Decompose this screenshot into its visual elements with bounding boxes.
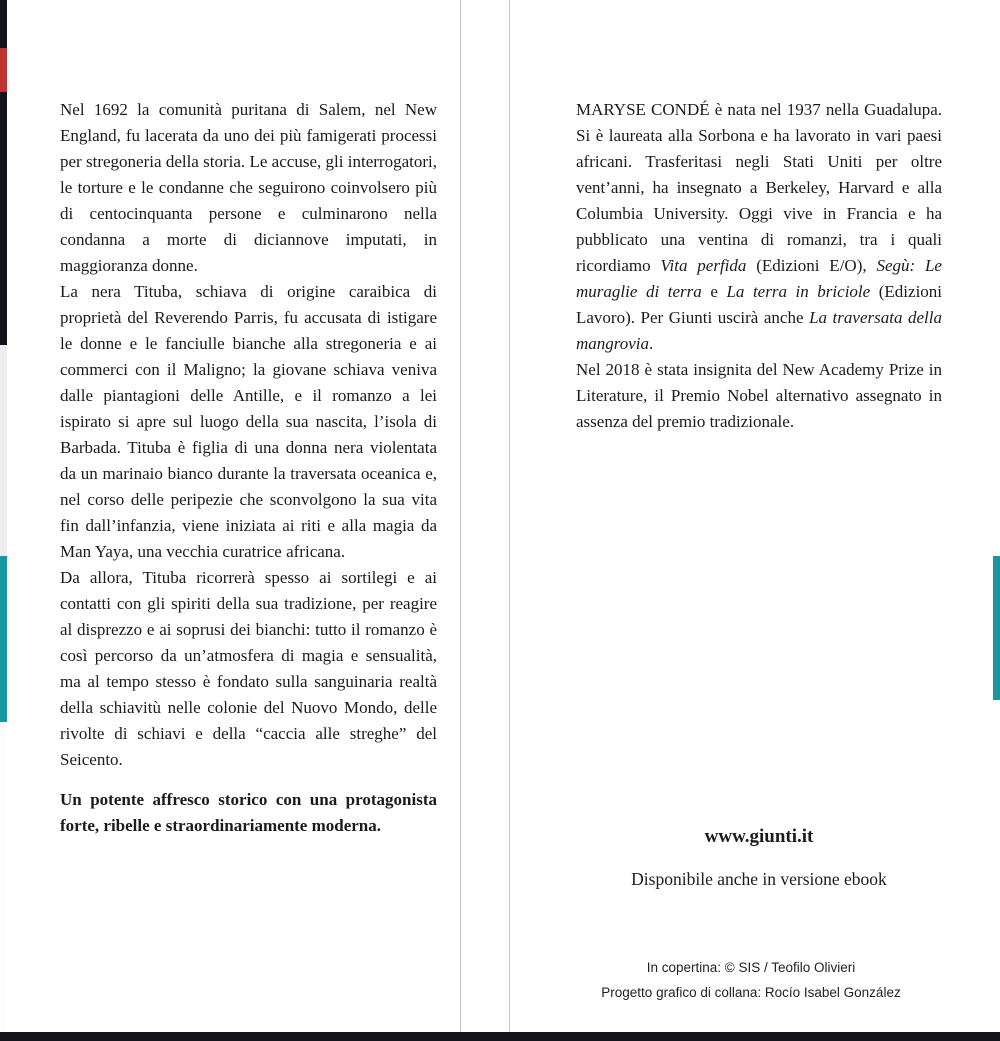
ebook-availability-note: Disponibile anche in versione ebook [631,869,887,889]
credits-block [541,955,961,1005]
left-flap-panel [7,0,461,1032]
author-bio-paragraph: MARYSE CONDÉ è nata nel 1937 nella Guadalupa. Si è laureata alla Sorbona e ha lavorato in vari paesi africani. Trasferitasi negli Stati Uniti per oltre vent’anni, ha insegnato a Berkeley, Harvard e alla Columbia University. Oggi vive in Francia e ha pubblicato una ventina di romanzi, tra i quali ricordiamo Vita perfida (Edizioni E/O), Segù: Le muraglie di terra e La terra in briciole (Edizioni Lavoro). Per Giunti uscirà anche La traversata della mangrovia. [576,100,943,353]
cover-spine-strip-left [0,0,7,1041]
synopsis-paragraph-1: Nel 1692 la comunità puritana di Salem, nel New England, fu lacerata da uno dei più famigerati processi per stregoneria della storia. Le accuse, gli interrogatori, le torture e le condanne che seguirono coinvolsero più di centocinquanta persone e culminarono nella condanna a morte di diciannove imputati, in maggioranza donne. [60,100,437,275]
synopsis-paragraph-3: Da allora, Tituba ricorrerà spesso ai sortilegi e ai contatti con gli spiriti della sua tradizione, per reagire al disprezzo e ai soprusi dei bianchi: tutto il romanzo è così percorso da un’atmosfera di magia e sensualità, ma al tempo stesso è fondato sulla sanguinaria realtà della schiavitù nelle colonie del Nuovo Mondo, delle rivolte di schiavi e della “caccia alle streghe” del Seicento. [60,568,437,769]
synopsis-text-block [60,97,437,839]
blurb-bold-paragraph: Un potente affresco storico con una protagonista forte, ribelle e straordinariamente moderna. [60,790,437,835]
cover-credit-line: In copertina: © SIS / Teofilo Olivieri [646,960,856,975]
publisher-website-text: www.giunti.it [704,826,814,847]
cover-bottom-strip [0,1032,1000,1041]
author-bio-block [576,97,942,435]
synopsis-paragraph-2: La nera Tituba, schiava di origine caraibica di proprietà del Reverendo Parris, fu accusata di istigare le donne e le fanciulle bianche alla stregoneria e ai commerci con il Maligno; la giovane schiava veniva dalle piantagioni delle Antille, e il romanzo a lei ispirato si apre sul luogo della sua nascita, l’isola di Barbada. Tituba è figlia di una donna nera violentata da un marinaio bianco durante la traversata oceanica e, nel corso delle peripezie che sconvolgono la sua vita fin dall’infanzia, viene iniziata ai riti e alla magia da Man Yaya, una vecchia curatrice africana. [60,282,437,561]
design-credit-line: Progetto grafico di collana: Rocío Isabel González [601,985,901,1000]
cover-spine-strip-right [993,0,1000,1041]
right-flap-panel [509,0,991,1032]
award-paragraph: Nel 2018 è stata insignita del New Academy Prize in Literature, il Premio Nobel alternativo assegnato in assenza del premio tradizionale. [576,360,942,431]
